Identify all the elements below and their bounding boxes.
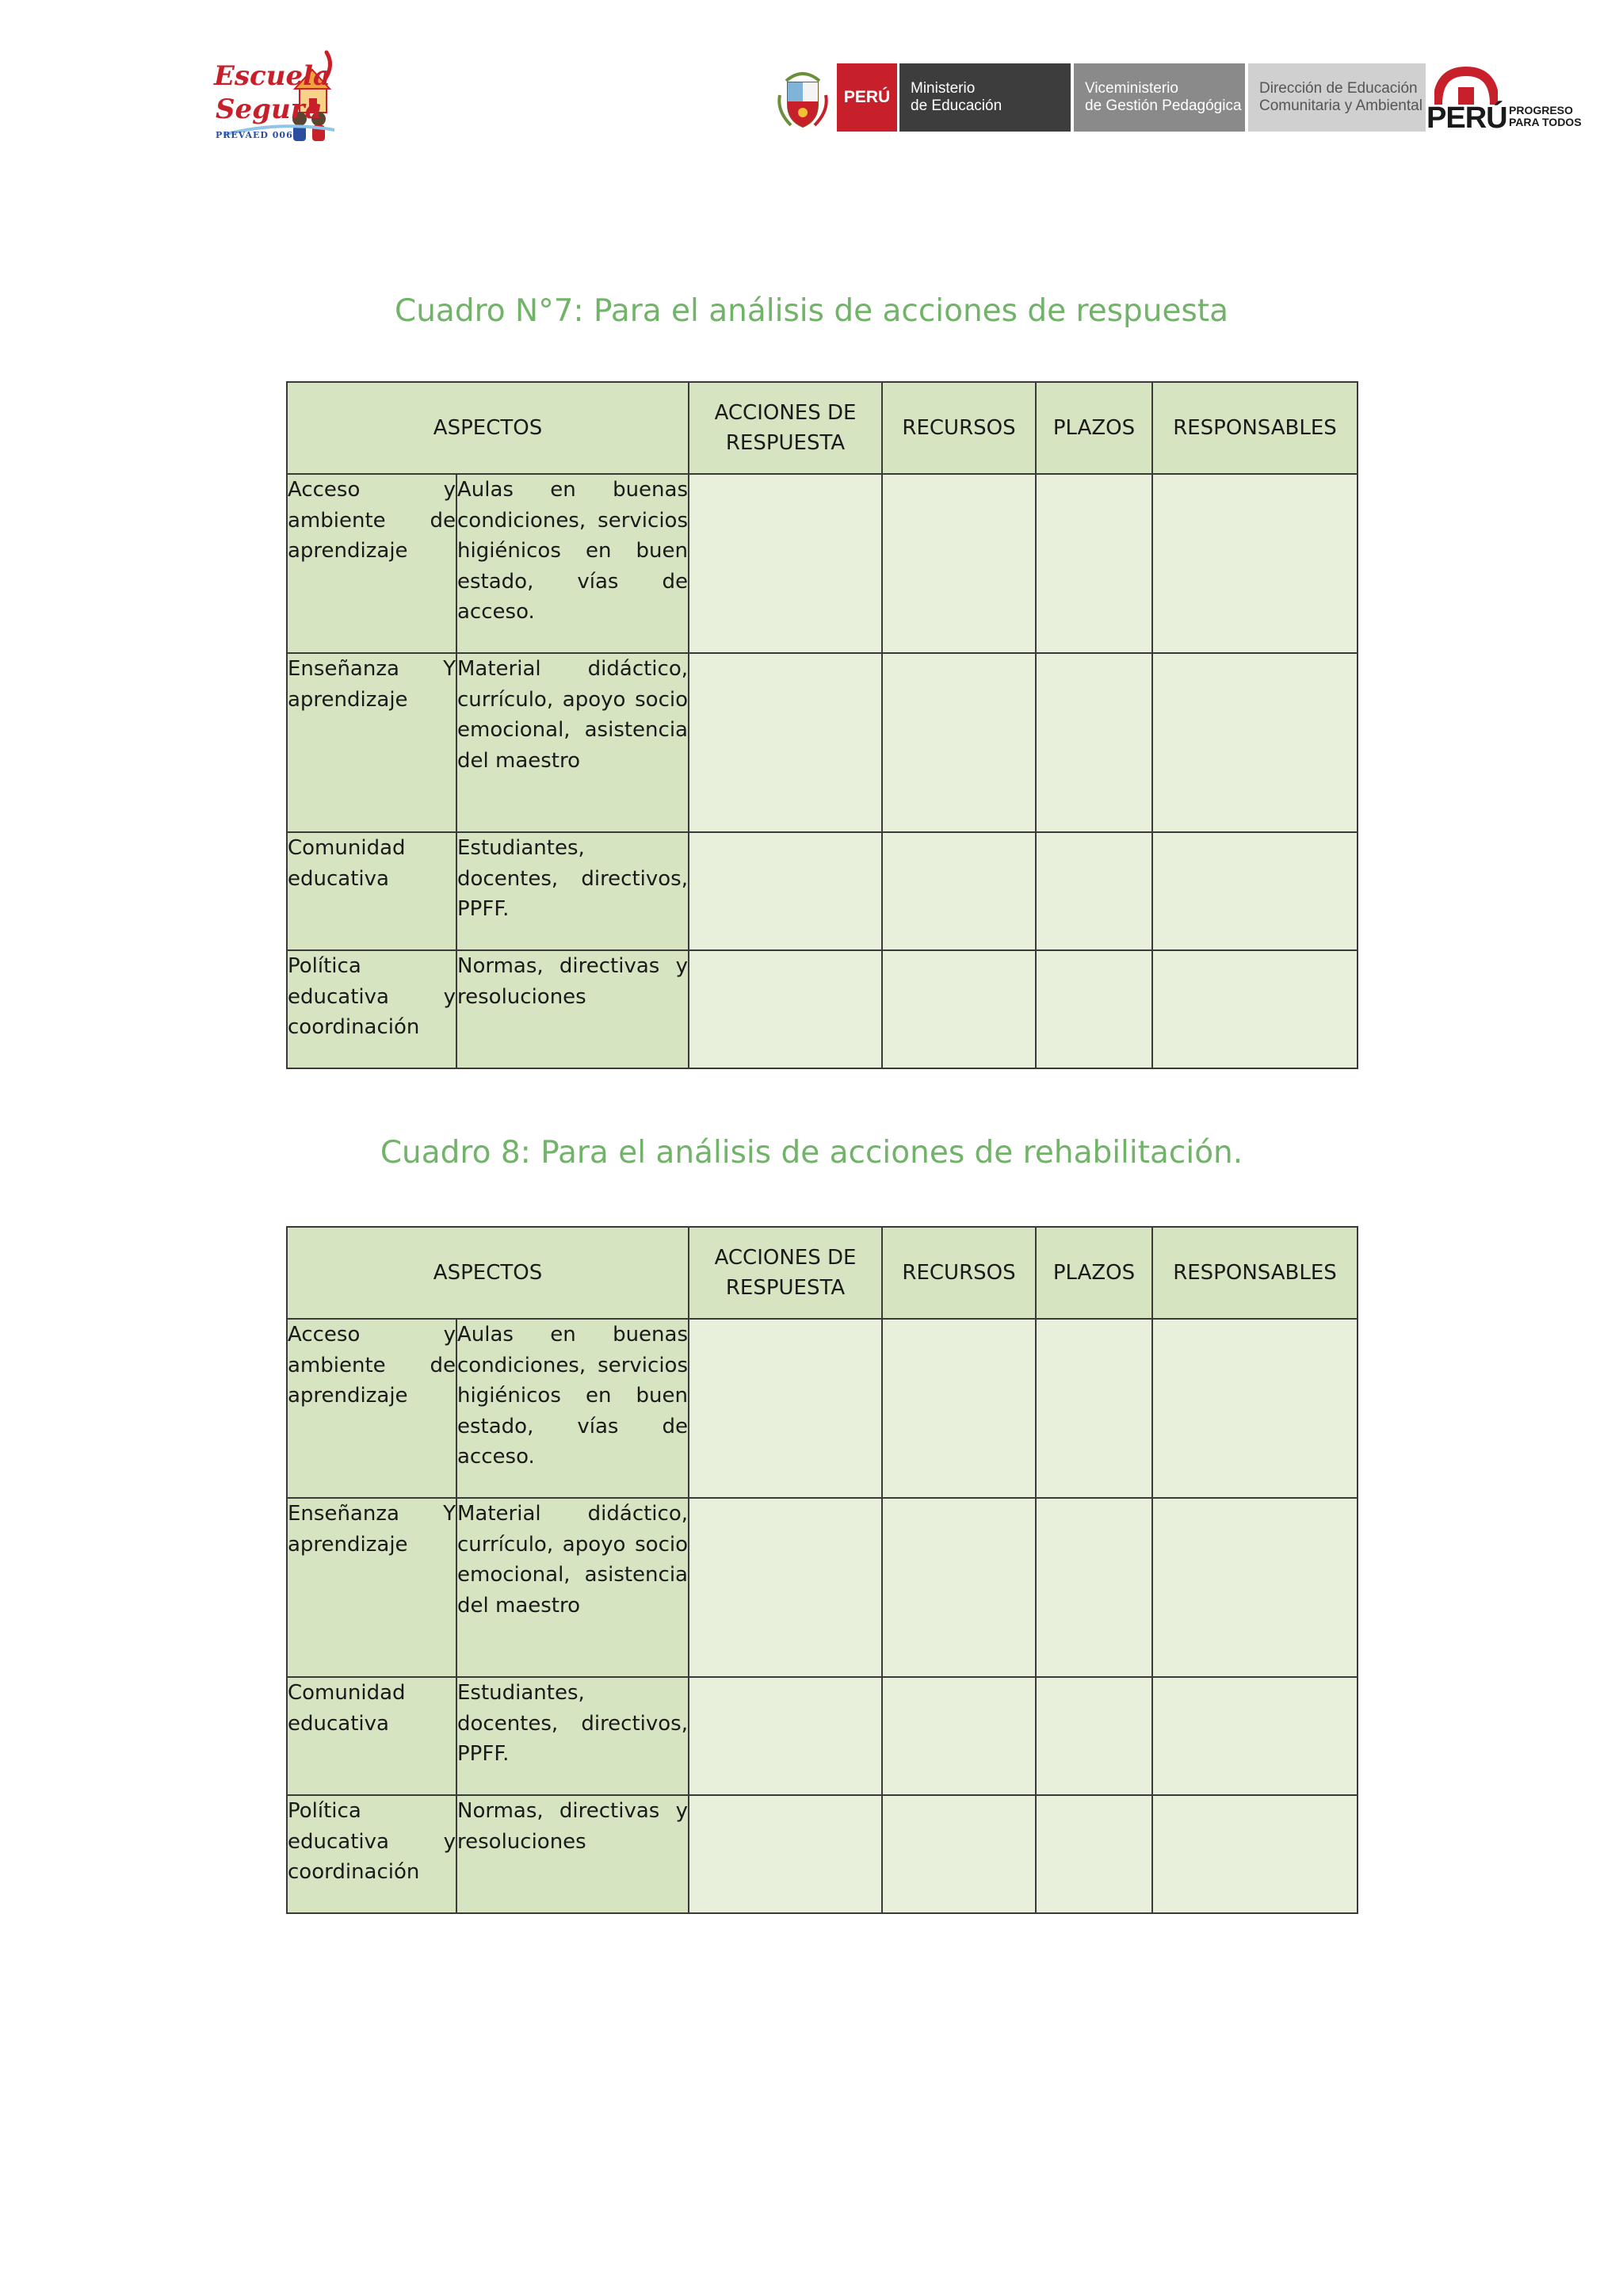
deadlines-cell[interactable] xyxy=(1036,1498,1152,1677)
response-actions-table xyxy=(286,381,1358,1069)
actions-cell[interactable] xyxy=(689,1319,882,1498)
table-row xyxy=(287,950,1358,1068)
description-cell: Estudiantes, docentes, directivos, PPFF. xyxy=(456,1677,689,1795)
description-cell: Estudiantes, docentes, directivos, PPFF. xyxy=(456,832,689,950)
header-aspectos: ASPECTOS xyxy=(287,1227,689,1319)
resources-cell[interactable] xyxy=(882,950,1036,1068)
resources-cell[interactable] xyxy=(882,1677,1036,1795)
aspect-cell: Comunidad educativa xyxy=(287,832,456,950)
resources-cell[interactable] xyxy=(882,1498,1036,1677)
description-cell: Normas, directivas y resoluciones xyxy=(456,950,689,1068)
logo-word-segura: Segura xyxy=(216,94,323,125)
resources-cell[interactable] xyxy=(882,653,1036,832)
header-recursos: RECURSOS xyxy=(882,1227,1036,1319)
responsible-cell[interactable] xyxy=(1152,474,1358,653)
direction-label: Dirección de Educación Comunitaria y Ambiental xyxy=(1248,63,1426,132)
government-banner xyxy=(775,63,1426,132)
peru-brand-logo xyxy=(1426,63,1585,135)
aspect-cell: Acceso y ambiente de aprendizaje xyxy=(287,1319,456,1498)
header-plazos: PLAZOS xyxy=(1036,1227,1152,1319)
table-caption: Cuadro 8: Para el análisis de acciones de rehabilitación. xyxy=(380,1135,1243,1171)
aspect-cell: Política educativa y coordinación xyxy=(287,1795,456,1913)
rehabilitation-actions-table xyxy=(286,1226,1358,1914)
responsible-cell[interactable] xyxy=(1152,653,1358,832)
header-responsables: RESPONSABLES xyxy=(1152,1227,1358,1319)
logo-word-escuela: Escuela xyxy=(214,60,331,92)
description-cell: Normas, directivas y resoluciones xyxy=(456,1795,689,1913)
deadlines-cell[interactable] xyxy=(1036,950,1152,1068)
vice-ministry-label: Viceministerio de Gestión Pedagógica xyxy=(1074,63,1245,132)
actions-cell[interactable] xyxy=(689,1498,882,1677)
description-cell: Material didáctico, currículo, apoyo socio emocional, asistencia del maestro xyxy=(456,1498,689,1677)
responsible-cell[interactable] xyxy=(1152,832,1358,950)
resources-cell[interactable] xyxy=(882,474,1036,653)
responsible-cell[interactable] xyxy=(1152,1677,1358,1795)
header-plazos: PLAZOS xyxy=(1036,382,1152,474)
actions-cell[interactable] xyxy=(689,1677,882,1795)
logo-subtitle: PREVAED 0068 xyxy=(216,130,300,140)
deadlines-cell[interactable] xyxy=(1036,1795,1152,1913)
header-aspectos: ASPECTOS xyxy=(287,382,689,474)
deadlines-cell[interactable] xyxy=(1036,1677,1152,1795)
responsible-cell[interactable] xyxy=(1152,1498,1358,1677)
responsible-cell[interactable] xyxy=(1152,1795,1358,1913)
ministry-label: Ministerio de Educación xyxy=(899,63,1071,132)
deadlines-cell[interactable] xyxy=(1036,474,1152,653)
actions-cell[interactable] xyxy=(689,653,882,832)
resources-cell[interactable] xyxy=(882,832,1036,950)
resources-cell[interactable] xyxy=(882,1319,1036,1498)
deadlines-cell[interactable] xyxy=(1036,1319,1152,1498)
header-recursos: RECURSOS xyxy=(882,382,1036,474)
table-row xyxy=(287,1677,1358,1795)
table-row xyxy=(287,1498,1358,1677)
actions-cell[interactable] xyxy=(689,474,882,653)
aspect-cell: Comunidad educativa xyxy=(287,1677,456,1795)
actions-cell[interactable] xyxy=(689,1795,882,1913)
table-row xyxy=(287,1795,1358,1913)
table-caption: Cuadro N°7: Para el análisis de acciones de respuesta xyxy=(394,293,1228,329)
peru-brand-tagline: PROGRESO PARA TODOS xyxy=(1509,104,1582,128)
description-cell: Material didáctico, currículo, apoyo socio emocional, asistencia del maestro xyxy=(456,653,689,832)
actions-cell[interactable] xyxy=(689,832,882,950)
description-cell: Aulas en buenas condiciones, servicios higiénicos en buen estado, vías de acceso. xyxy=(456,474,689,653)
header-responsables: RESPONSABLES xyxy=(1152,382,1358,474)
responsible-cell[interactable] xyxy=(1152,950,1358,1068)
aspect-cell: Enseñanza Y aprendizaje xyxy=(287,653,456,832)
peru-label: PERÚ xyxy=(837,63,899,132)
table-row xyxy=(287,832,1358,950)
peru-brand-word: PERÚ xyxy=(1426,101,1507,135)
deadlines-cell[interactable] xyxy=(1036,832,1152,950)
table-row xyxy=(287,1319,1358,1498)
header-acciones: ACCIONES DE RESPUESTA xyxy=(689,1227,882,1319)
header-acciones: ACCIONES DE RESPUESTA xyxy=(689,382,882,474)
table-row xyxy=(287,474,1358,653)
aspect-cell: Enseñanza Y aprendizaje xyxy=(287,1498,456,1677)
escuela-segura-logo xyxy=(208,41,350,146)
responsible-cell[interactable] xyxy=(1152,1319,1358,1498)
table-row xyxy=(287,653,1358,832)
actions-cell[interactable] xyxy=(689,950,882,1068)
coat-of-arms-icon xyxy=(775,63,831,132)
deadlines-cell[interactable] xyxy=(1036,653,1152,832)
peru-brand-arc-icon xyxy=(1434,67,1498,106)
description-cell: Aulas en buenas condiciones, servicios higiénicos en buen estado, vías de acceso. xyxy=(456,1319,689,1498)
aspect-cell: Política educativa y coordinación xyxy=(287,950,456,1068)
aspect-cell: Acceso y ambiente de aprendizaje xyxy=(287,474,456,653)
resources-cell[interactable] xyxy=(882,1795,1036,1913)
